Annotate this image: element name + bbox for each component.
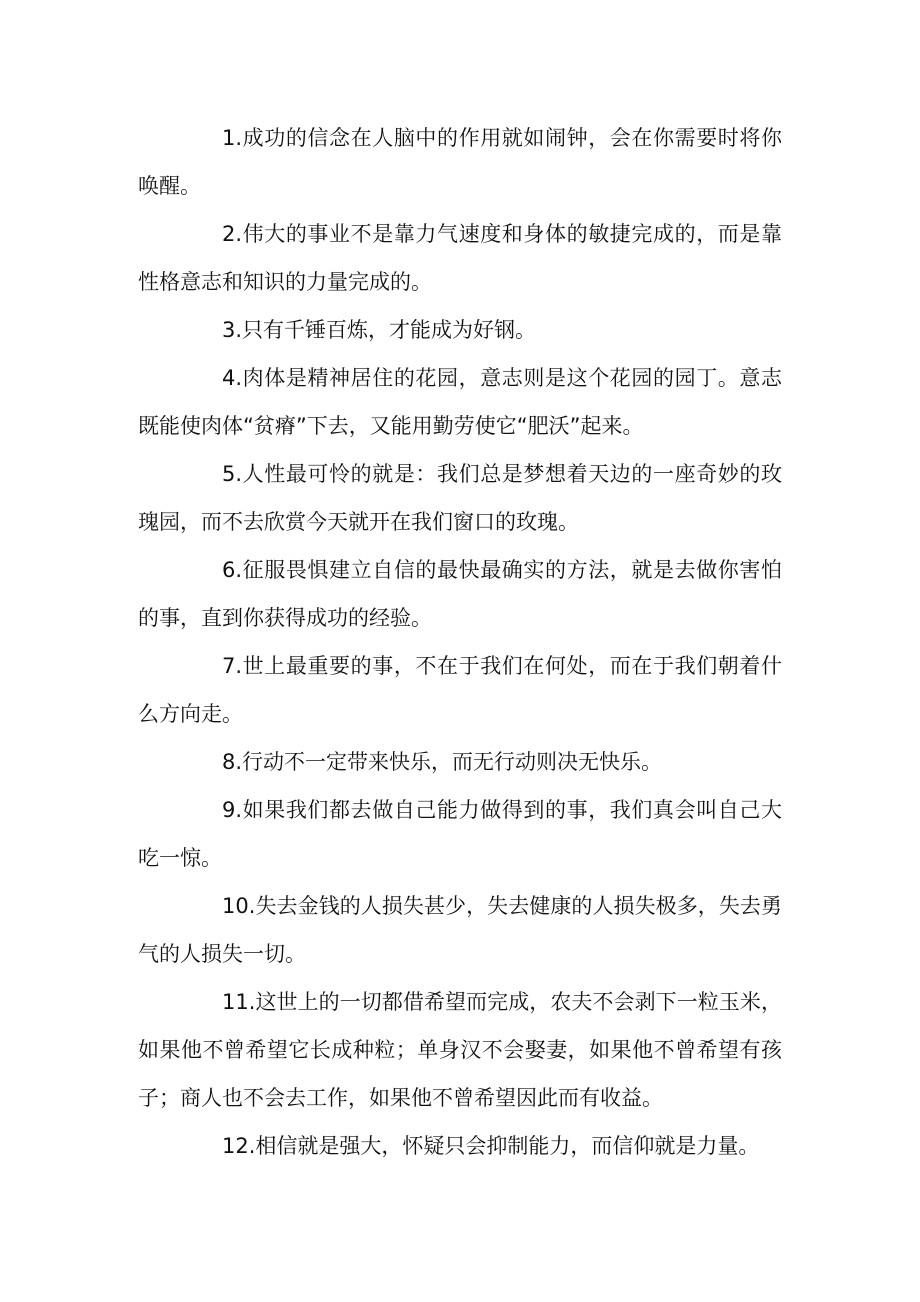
paragraph-6: 6.征服畏惧建立自信的最快最确实的方法，就是去做你害怕的事，直到你获得成功的经验。 [138, 558, 782, 630]
paragraph-2: 2.伟大的事业不是靠力气速度和身体的敏捷完成的，而是靠性格意志和知识的力量完成的。 [138, 222, 782, 294]
paragraph-5: 5.人性最可怜的就是：我们总是梦想着天边的一座奇妙的玫瑰园，而不去欣赏今天就开在我们窗口的玫瑰。 [138, 462, 782, 534]
paragraph-10: 10.失去金钱的人损失甚少，失去健康的人损失极多，失去勇气的人损失一切。 [138, 894, 782, 966]
paragraph-4: 4.肉体是精神居住的花园，意志则是这个花园的园丁。意志既能使肉体“贫瘠”下去，又能用勤劳使它“肥沃”起来。 [138, 366, 782, 438]
paragraph-1: 1.成功的信念在人脑中的作用就如闹钟，会在你需要时将你唤醒。 [138, 126, 782, 198]
paragraph-7: 7.世上最重要的事，不在于我们在何处，而在于我们朝着什么方向走。 [138, 654, 782, 726]
paragraph-8: 8.行动不一定带来快乐，而无行动则决无快乐。 [222, 750, 663, 774]
paragraph-11: 11.这世上的一切都借希望而完成，农夫不会剥下一粒玉米，如果他不曾希望它长成种粒；单身汉不会娶妻，如果他不曾希望有孩子；商人也不会去工作，如果他不曾希望因此而有收益。 [138, 990, 782, 1110]
paragraph-3: 3.只有千锤百炼，才能成为好钢。 [222, 318, 537, 342]
paragraph-9: 9.如果我们都去做自己能力做得到的事，我们真会叫自己大吃一惊。 [138, 798, 782, 870]
document-body [138, 114, 782, 1170]
paragraph-12: 12.相信就是强大，怀疑只会抑制能力，而信仰就是力量。 [222, 1134, 760, 1158]
